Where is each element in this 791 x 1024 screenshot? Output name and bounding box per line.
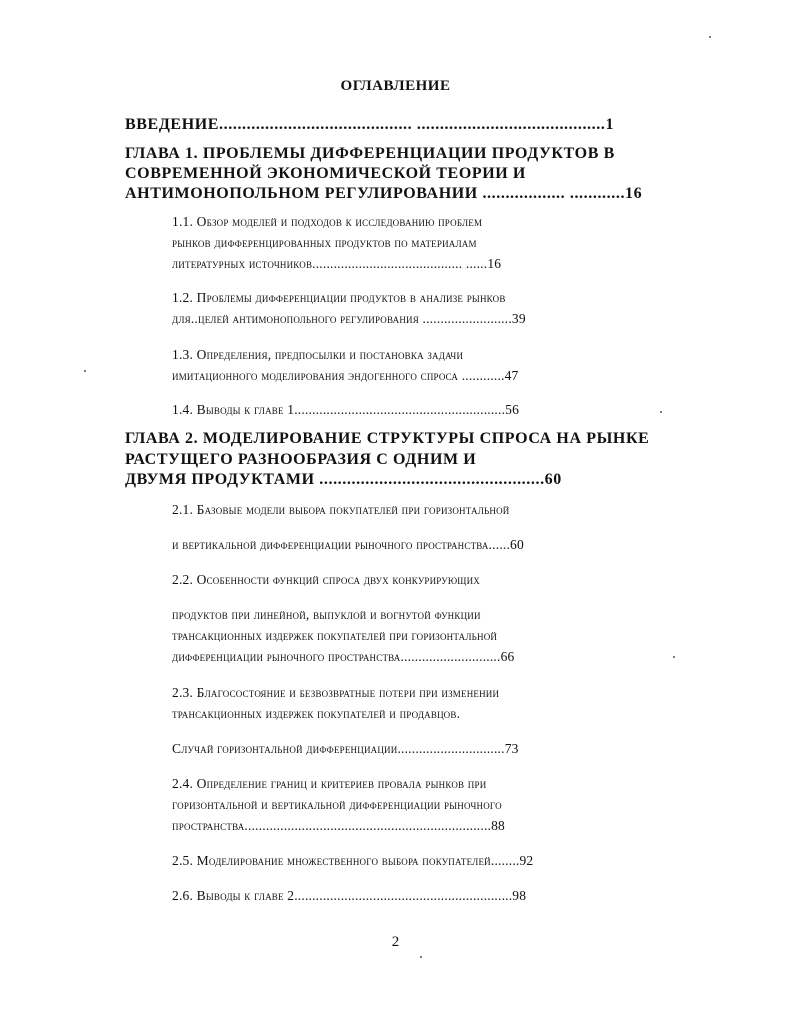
toc-entry-1-1-line-2: рынков дифференцированных продуктов по материалам [172, 235, 477, 250]
scan-speck [420, 956, 422, 958]
toc-entry-2-3-line-1: 2.3. Благосостояние и безвозвратные потери при изменении [172, 685, 500, 700]
toc-entry-2-4-line-1: 2.4. Определение границ и критериев провала рынков при [172, 776, 487, 791]
scan-speck [660, 411, 662, 413]
toc-title: ОГЛАВЛЕНИЕ [340, 78, 451, 94]
toc-entry-2-6: 2.6. Выводы к главе 2.............................................................98 [172, 888, 527, 903]
toc-entry-1-3-line-2: имитационного моделирования эндогенного спроса ............47 [172, 368, 519, 383]
page-number: 2 [391, 934, 400, 950]
toc-entry-1-2-line-2: для..целей антимонопольного регулирования .........................39 [172, 311, 526, 326]
toc-entry-1-1-line-1: 1.1. Обзор моделей и подходов к исследованию проблем [172, 214, 483, 229]
toc-entry-chapter-2-line-2: РАСТУЩЕГО РАЗНООБРАЗИЯ С ОДНИМ И [125, 451, 477, 468]
scan-speck [673, 656, 675, 658]
toc-entry-chapter-1-line-2: СОВРЕМЕННОЙ ЭКОНОМИЧЕСКОЙ ТЕОРИИ И [125, 165, 526, 182]
toc-entry-chapter-1-line-1: ГЛАВА 1. ПРОБЛЕМЫ ДИФФЕРЕНЦИАЦИИ ПРОДУКТОВ В [125, 145, 615, 162]
toc-entry-chapter-1-line-3: АНТИМОНОПОЛЬНОМ РЕГУЛИРОВАНИИ .................. ............16 [125, 185, 643, 202]
toc-entry-2-4-line-2: горизонтальной и вертикальной дифференциации рыночного [172, 797, 502, 812]
toc-entry-2-3-line-3: Случай горизонтальной дифференциации..............................73 [172, 741, 519, 756]
toc-entry-2-3-line-2: трансакционных издержек покупателей и продавцов. [172, 706, 461, 721]
toc-entry-2-1-line-1: 2.1. Базовые модели выбора покупателей при горизонтальной [172, 502, 510, 517]
toc-entry-2-1-line-2: и вертикальной дифференциации рыночного пространства......60 [172, 537, 524, 552]
toc-entry-1-3-line-1: 1.3. Определения, предпосылки и постановка задачи [172, 347, 464, 362]
scan-speck [709, 36, 711, 38]
scan-speck [84, 370, 86, 372]
toc-entry-chapter-2-line-1: ГЛАВА 2. МОДЕЛИРОВАНИЕ СТРУКТУРЫ СПРОСА НА РЫНКЕ [125, 430, 650, 447]
toc-entry-2-2-line-4: дифференциации рыночного пространства............................66 [172, 649, 515, 664]
toc-entry-1-1-line-3: литературных источников.......................................... ......16 [172, 256, 502, 271]
toc-entry-1-4: 1.4. Выводы к главе 1...........................................................56 [172, 402, 520, 417]
toc-entry-2-5: 2.5. Моделирование множественного выбора покупателей........92 [172, 853, 534, 868]
toc-entry-2-2-line-1: 2.2. Особенности функций спроса двух конкурирующих [172, 572, 480, 587]
toc-entry-2-2-line-2: продуктов при линейной, выпуклой и вогнутой функции [172, 607, 481, 622]
toc-entry-2-2-line-3: трансакционных издержек покупателей при горизонтальной [172, 628, 498, 643]
toc-entry-chapter-2-line-3: ДВУМЯ ПРОДУКТАМИ .................................................60 [125, 471, 562, 488]
toc-entry-1-2-line-1: 1.2. Проблемы дифференциации продуктов в анализе рынков [172, 290, 506, 305]
toc-entry-introduction: ВВЕДЕНИЕ.......................................... .........................................1 [125, 116, 615, 133]
toc-entry-2-4-line-3: пространства.....................................................................88 [172, 818, 505, 833]
